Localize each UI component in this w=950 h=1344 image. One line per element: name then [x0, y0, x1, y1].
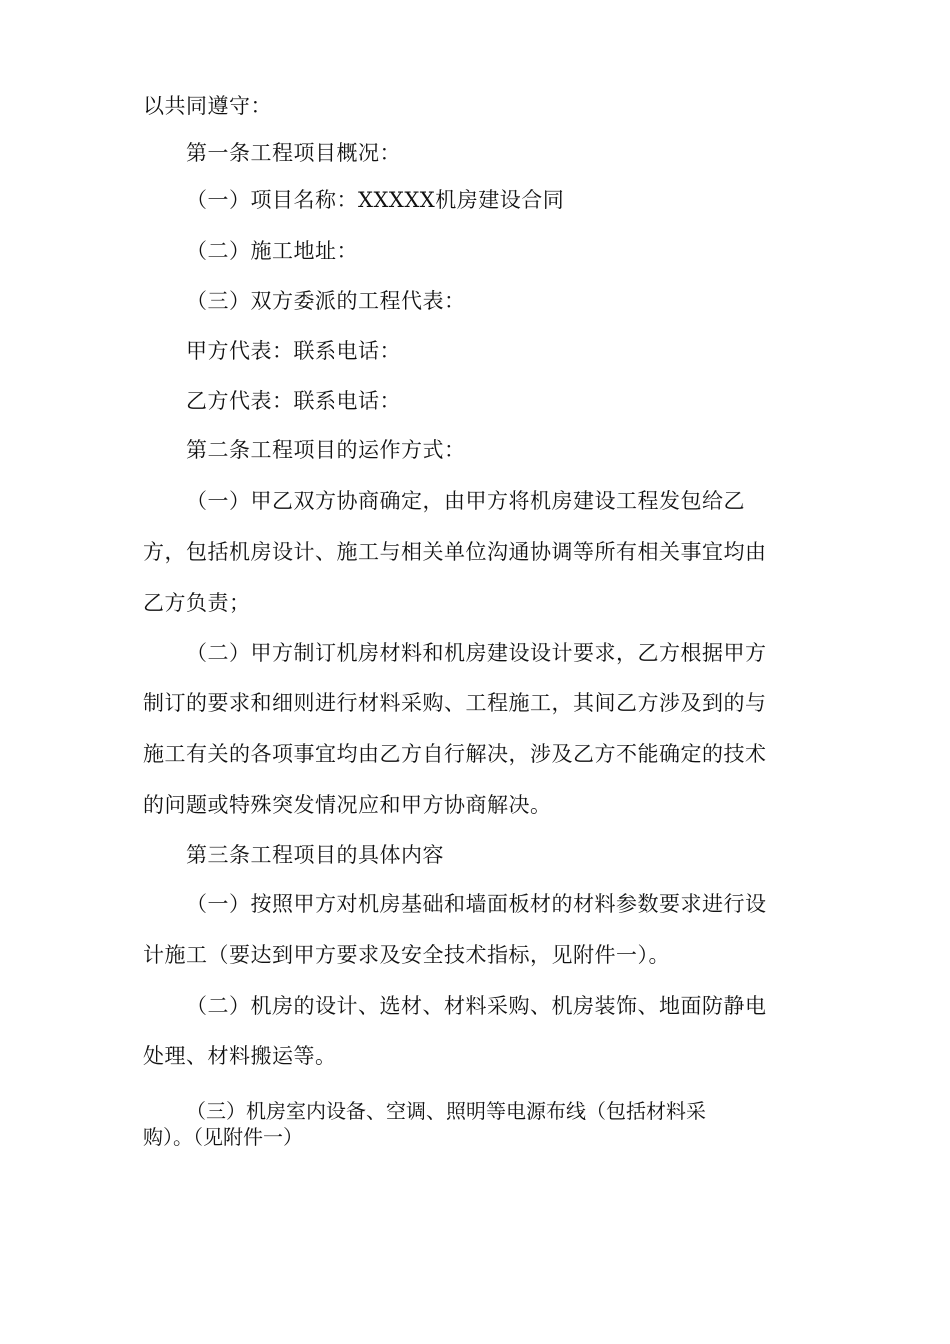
text-line: 的问题或特殊突发情况应和甲方协商解决。	[143, 793, 552, 817]
text-line: 乙方负责；	[143, 591, 251, 615]
text-line: 购）。（见附件一）	[143, 1125, 303, 1149]
text-line: 制订的要求和细则进行材料采购、工程施工，其间乙方涉及到的与	[143, 691, 767, 715]
text-line: （一）甲乙双方协商确定，由甲方将机房建设工程发包给乙	[186, 489, 745, 513]
text-line: （一）按照甲方对机房基础和墙面板材的材料参数要求进行设	[186, 892, 767, 916]
article-heading: 第二条工程项目的运作方式：	[186, 438, 466, 462]
text-line: 以共同遵守：	[143, 94, 272, 118]
text-line: 方，包括机房设计、施工与相关单位沟通协调等所有相关事宜均由	[143, 540, 767, 564]
text-line: 计施工（要达到甲方要求及安全技术指标，见附件一）。	[143, 943, 670, 967]
text-line: （一）项目名称：XXXXX机房建设合同	[186, 188, 565, 212]
text-line: 乙方代表：联系电话：	[186, 389, 401, 413]
text-line: （二）施工地址：	[186, 239, 358, 263]
text-line: 处理、材料搬运等。	[143, 1044, 337, 1068]
text-line: （三）双方委派的工程代表：	[186, 289, 466, 313]
text-line: （二）甲方制订机房材料和机房建设设计要求，乙方根据甲方	[186, 641, 767, 665]
article-heading: 第三条工程项目的具体内容	[186, 843, 444, 867]
text-line: （三）机房室内设备、空调、照明等电源布线（包括材料采	[186, 1099, 706, 1123]
article-heading: 第一条工程项目概况：	[186, 141, 401, 165]
text-line: （二）机房的设计、选材、材料采购、机房装饰、地面防静电	[186, 994, 767, 1018]
text-line: 施工有关的各项事宜均由乙方自行解决，涉及乙方不能确定的技术	[143, 742, 767, 766]
text-line: 甲方代表：联系电话：	[186, 339, 401, 363]
